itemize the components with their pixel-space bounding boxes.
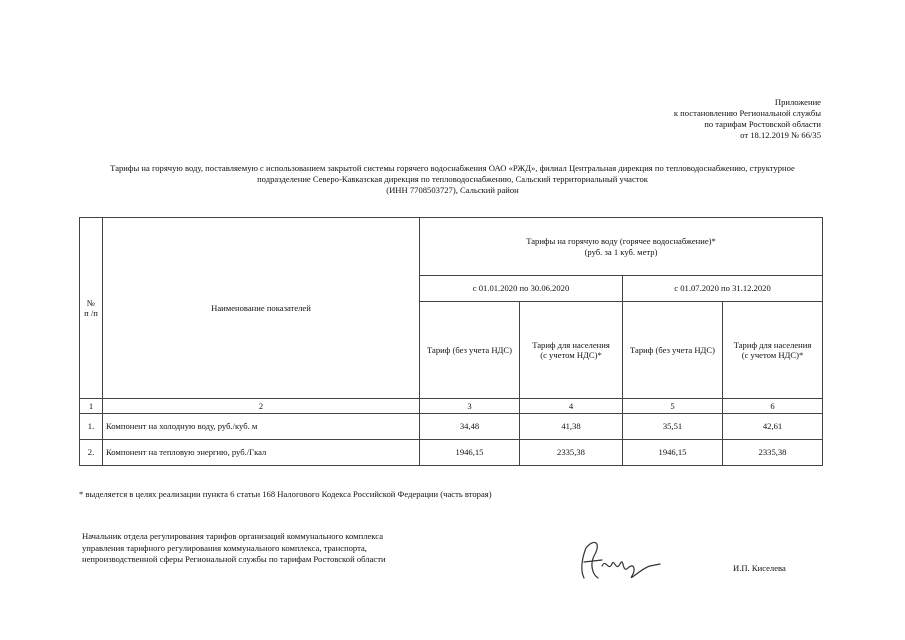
row-value: 2335,38 (520, 440, 623, 466)
row-name: Компонент на холодную воду, руб./куб. м (103, 414, 420, 440)
footnote: * выделяется в целях реализации пункта 6 статьи 168 Налогового Кодекса Российской Федерации (часть вторая) (79, 489, 492, 499)
appendix-line: по тарифам Ростовской области (704, 119, 821, 129)
column-number: 2 (103, 399, 420, 414)
appendix-line: к постановлению Региональной службы (673, 108, 821, 118)
row-number: 1. (80, 414, 103, 440)
header-tariffs: Тарифы на горячую воду (горячее водоснабжение)* (руб. за 1 куб. метр) (420, 218, 823, 276)
column-number: 1 (80, 399, 103, 414)
row-value: 35,51 (623, 414, 723, 440)
title-line: (ИНН 7708503727), Сальский район (386, 185, 519, 195)
appendix-line: Приложение (774, 97, 821, 107)
row-value: 41,38 (520, 414, 623, 440)
header-period-2: с 01.07.2020 по 31.12.2020 (623, 276, 823, 302)
appendix-line: от 18.12.2019 № 66/35 (740, 130, 821, 140)
position-line: непроизводственной сферы Региональной службы по тарифам Ростовской области (82, 554, 386, 564)
header-indicator-name: Наименование показателей (103, 218, 420, 399)
row-name: Компонент на тепловую энергию, руб./Гкал (103, 440, 420, 466)
signatory-name: И.П. Киселева (733, 563, 786, 573)
column-numbers-row (80, 399, 823, 414)
title-line: подразделение Северо-Кавказская дирекция по тепловодоснабжению, Сальский территориальный участок (257, 174, 648, 184)
header-tariff-population-2: Тариф для населения (с учетом НДС)* (723, 302, 823, 399)
header-period-1: с 01.01.2020 по 30.06.2020 (420, 276, 623, 302)
header-tariff-population-1: Тариф для населения (с учетом НДС)* (520, 302, 623, 399)
column-number: 3 (420, 399, 520, 414)
table-row (80, 440, 823, 466)
column-number: 4 (520, 399, 623, 414)
appendix-header (521, 97, 821, 141)
position-line: управления тарифного регулирования коммунального комплекса, транспорта, (82, 542, 367, 553)
signatory-position (82, 531, 386, 566)
handwritten-signature (572, 528, 664, 586)
document-title (80, 163, 825, 196)
column-number: 5 (623, 399, 723, 414)
row-value: 1946,15 (623, 440, 723, 466)
table-row (80, 414, 823, 440)
row-value: 2335,38 (723, 440, 823, 466)
row-value: 1946,15 (420, 440, 520, 466)
row-number: 2. (80, 440, 103, 466)
position-line: Начальник отдела регулирования тарифов организаций коммунального комплекса (82, 531, 384, 541)
row-value: 34,48 (420, 414, 520, 440)
column-number: 6 (723, 399, 823, 414)
header-tariff-no-vat-2: Тариф (без учета НДС) (623, 302, 723, 399)
row-value: 42,61 (723, 414, 823, 440)
header-number: № п /п (80, 218, 103, 399)
header-tariff-no-vat-1: Тариф (без учета НДС) (420, 302, 520, 399)
title-line: Тарифы на горячую воду, поставляемую с использованием закрытой системы горячего водоснабжения ОАО «РЖД», филиал Центральная дирекция по тепловодоснабжению, структурное (110, 163, 795, 173)
tariffs-table (79, 217, 823, 466)
